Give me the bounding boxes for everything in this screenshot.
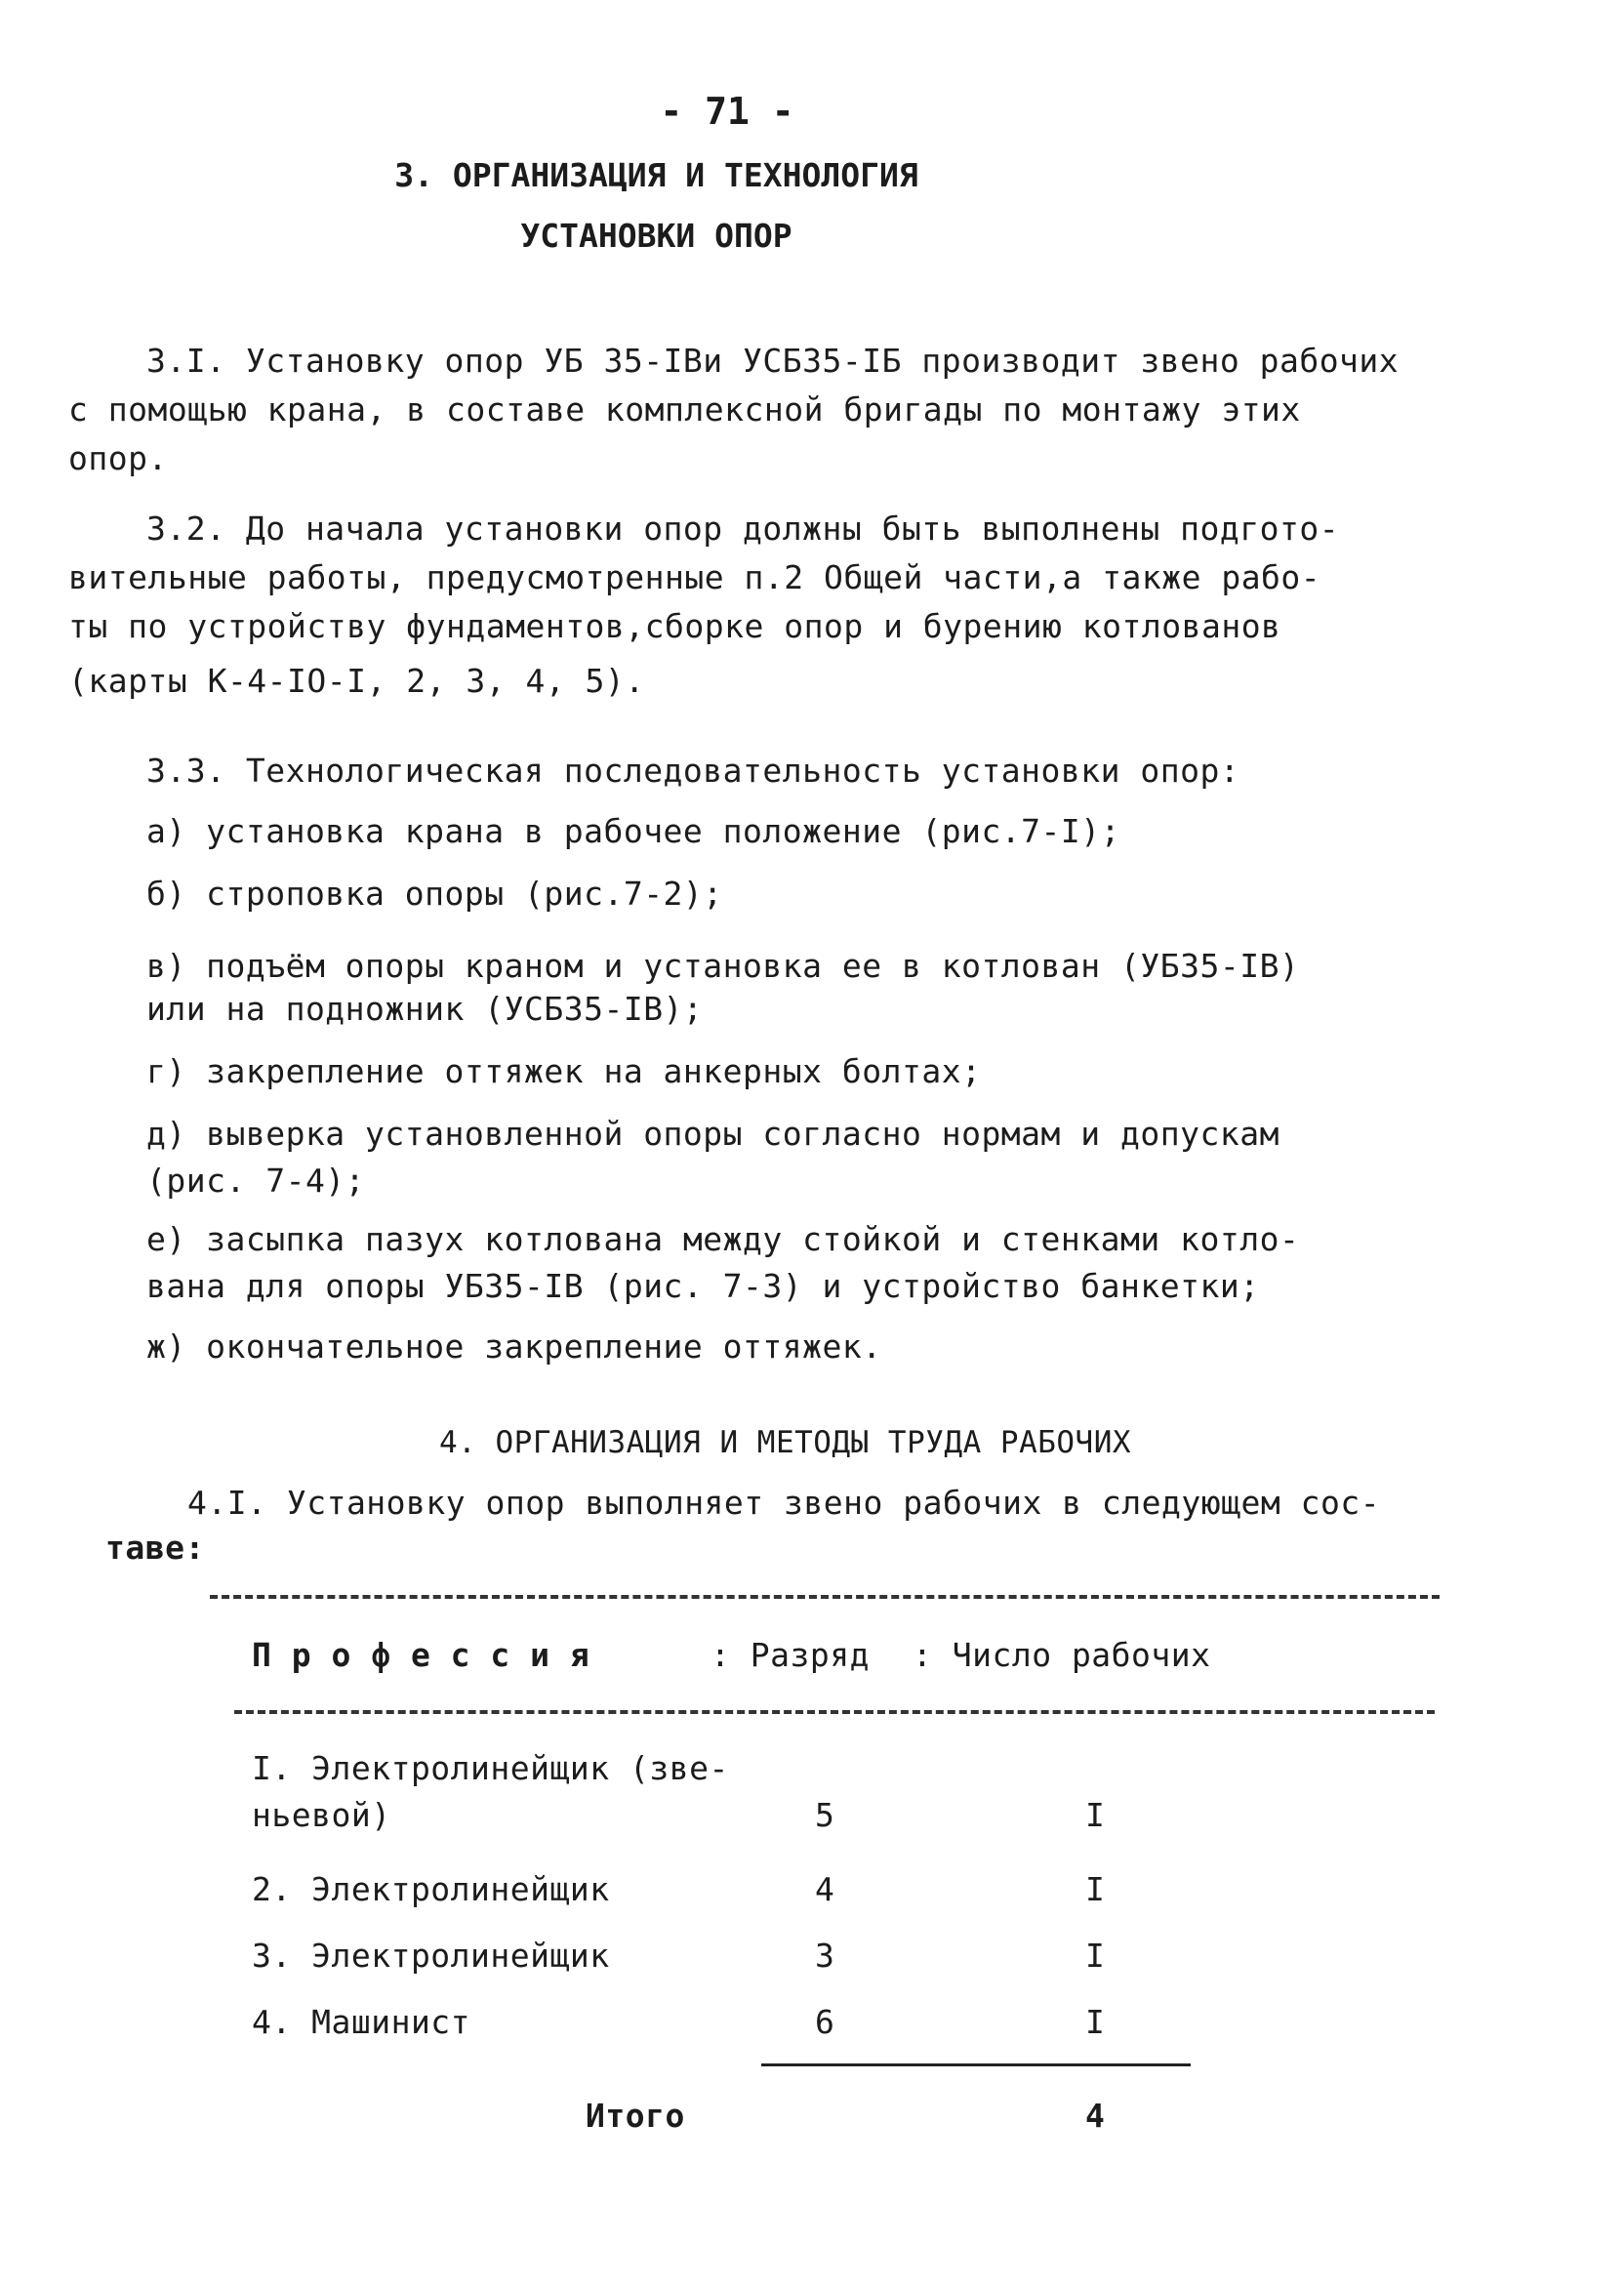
table-row2-grade: 4 bbox=[815, 1870, 835, 1908]
table-header-rule bbox=[234, 1710, 1435, 1714]
section4-title: 4. ОРГАНИЗАЦИЯ И МЕТОДЫ ТРУДА РАБОЧИХ bbox=[439, 1425, 1132, 1460]
table-row3-grade: 3 bbox=[815, 1937, 835, 1975]
table-row1-profession-line2: ньевой) bbox=[252, 1796, 391, 1834]
step-zh: ж) окончательное закрепление оттяжек. bbox=[146, 1327, 882, 1366]
table-row2-count: I bbox=[1085, 1870, 1106, 1908]
p31-line2: с помощью крана, в составе комплексной бригады по монтажу этих bbox=[68, 390, 1301, 429]
table-row3-count: I bbox=[1085, 1937, 1106, 1975]
page-number: - 71 - bbox=[660, 90, 794, 133]
step-e-line2: вана для опоры УБ35-IВ (рис. 7-3) и устройство банкетки; bbox=[146, 1267, 1260, 1305]
p41-line2: таве: bbox=[105, 1529, 205, 1567]
p41-line1: 4.I. Установку опор выполняет звено рабочих в следующем сос- bbox=[187, 1484, 1381, 1522]
table-header-grade: : Разряд bbox=[710, 1636, 870, 1674]
section3-title-line2: УСТАНОВКИ ОПОР bbox=[520, 217, 792, 255]
table-row1-grade: 5 bbox=[815, 1796, 835, 1834]
section3-title-line1: 3. ОРГАНИЗАЦИЯ И ТЕХНОЛОГИЯ bbox=[394, 156, 918, 194]
p31-line1: 3.I. Установку опор УБ 35-IВи УСБ35-IБ производит звено рабочих bbox=[146, 342, 1400, 380]
table-row4-count: I bbox=[1085, 2003, 1106, 2041]
p33-intro: 3.3. Технологическая последовательность установки опор: bbox=[146, 752, 1240, 790]
table-header-profession: П р о ф е с с и я bbox=[252, 1636, 590, 1674]
table-total-rule bbox=[761, 2063, 1191, 2066]
step-d-line2: (рис. 7-4); bbox=[146, 1162, 366, 1200]
table-header-count: : Число рабочих bbox=[913, 1636, 1211, 1674]
table-total-value: 4 bbox=[1085, 2097, 1106, 2135]
step-d-line1: д) выверка установленной опоры согласно нормам и допускам bbox=[146, 1115, 1279, 1153]
table-row4-profession: 4. Машинист bbox=[252, 2003, 471, 2041]
p31-line3: опор. bbox=[68, 439, 168, 477]
table-top-rule bbox=[210, 1595, 1440, 1599]
p32-line2: вительные работы, предусмотренные п.2 Общей части,а также рабо- bbox=[68, 558, 1321, 596]
step-b: б) строповка опоры (рис.7-2); bbox=[146, 875, 723, 913]
step-g: г) закрепление оттяжек на анкерных болтах; bbox=[146, 1052, 982, 1090]
p32-line4: (карты К-4-IO-I, 2, 3, 4, 5). bbox=[68, 662, 645, 700]
p32-line3: ты по устройству фундаментов,сборке опор и бурению котлованов bbox=[68, 607, 1281, 645]
table-row1-profession-line1: I. Электролинейщик (зве- bbox=[252, 1749, 729, 1787]
p32-line1: 3.2. До начала установки опор должны быть выполнены подгото- bbox=[146, 510, 1340, 548]
step-a: а) установка крана в рабочее положение (рис.7-I); bbox=[146, 812, 1121, 850]
table-row1-count: I bbox=[1085, 1796, 1106, 1834]
step-e-line1: е) засыпка пазух котлована между стойкой и стенками котло- bbox=[146, 1220, 1300, 1258]
table-total-label: Итого bbox=[586, 2097, 685, 2135]
table-row2-profession: 2. Электролинейщик bbox=[252, 1870, 610, 1908]
table-row3-profession: 3. Электролинейщик bbox=[252, 1937, 610, 1975]
step-v-line1: в) подъём опоры краном и установка ее в котлован (УБ35-IВ) bbox=[146, 947, 1300, 985]
step-v-line2: или на подножник (УСБ35-IВ); bbox=[146, 990, 704, 1028]
table-row4-grade: 6 bbox=[815, 2003, 835, 2041]
